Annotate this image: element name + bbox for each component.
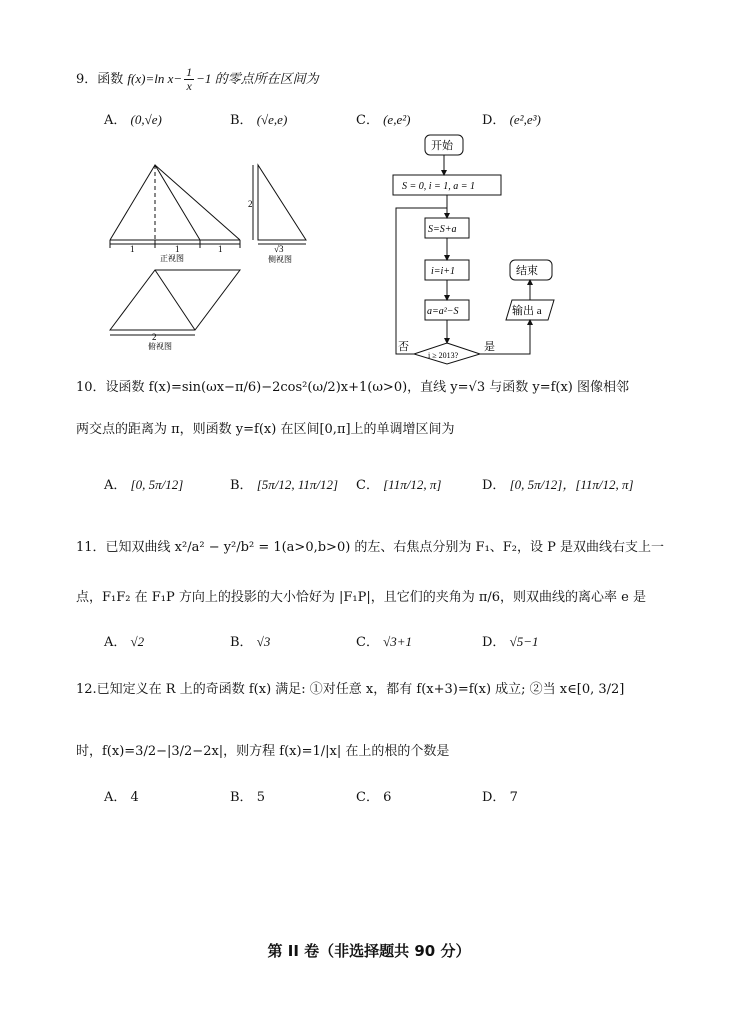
q9-option-d bbox=[482, 110, 541, 131]
option-label: D． bbox=[482, 113, 506, 128]
option-label: A． bbox=[104, 635, 127, 650]
option-label: D． bbox=[482, 635, 506, 650]
option-label: C． bbox=[356, 478, 379, 493]
step1-text: S=S+a bbox=[428, 224, 457, 235]
q10-option-d bbox=[482, 475, 634, 496]
option-value: 6 bbox=[383, 790, 392, 805]
q12-line1: 12.已知定义在 R 上的奇函数 f(x) 满足: ①对任意 x，都有 f(x+3)=f(x) 成立; ②当 x∈[0, 3/2] bbox=[76, 682, 625, 697]
option-value: 5 bbox=[256, 790, 265, 805]
q12-option-d bbox=[482, 788, 518, 808]
option-value: √5−1 bbox=[509, 634, 539, 649]
option-value: 4 bbox=[130, 790, 139, 805]
q9-frac-num: 1 bbox=[186, 65, 193, 79]
top-view bbox=[110, 270, 240, 335]
option-value: √3+1 bbox=[383, 634, 413, 649]
three-view-figure bbox=[100, 160, 250, 355]
no-label: 否 bbox=[398, 341, 409, 353]
q9-tail: −1 的零点所在区间为 bbox=[196, 71, 319, 86]
front-dim-1: 1 bbox=[130, 244, 135, 254]
start-text: 开始 bbox=[431, 140, 453, 152]
end-text: 结束 bbox=[516, 265, 538, 277]
q11-line2: 点，F₁F₂ 在 F₁P 方向上的投影的大小恰好为 |F₁P|，且它们的夹角为 π/6，则双曲线的离心率 e 是 bbox=[76, 590, 646, 605]
option-value: (e,e²) bbox=[383, 112, 411, 127]
option-value: √2 bbox=[130, 634, 145, 649]
q9-stem bbox=[76, 66, 319, 93]
front-dim-3: 1 bbox=[218, 244, 223, 254]
option-label: C． bbox=[356, 113, 379, 128]
yes-label: 是 bbox=[484, 341, 495, 353]
q9-fraction bbox=[184, 66, 194, 93]
side-view-label: 侧视图 bbox=[268, 255, 292, 264]
option-label: C． bbox=[356, 635, 379, 650]
side-view-figure bbox=[248, 160, 318, 280]
q12-option-c bbox=[356, 788, 391, 808]
section-heading: 第 II 卷（非选择题共 90 分） bbox=[267, 942, 471, 960]
q12-line2: 时，f(x)=3/2−|3/2−2x|，则方程 f(x)=1/|x| 在上的根的个数是 bbox=[76, 744, 450, 759]
step2-text: i=i+1 bbox=[431, 266, 456, 277]
front-dim-2: 1 bbox=[175, 244, 180, 254]
top-dim: 2 bbox=[152, 332, 157, 342]
q9-option-a bbox=[104, 110, 162, 131]
option-label: B． bbox=[230, 790, 253, 805]
top-view-label: 俯视图 bbox=[148, 342, 172, 351]
q10-option-b bbox=[230, 475, 338, 496]
q9-frac-den: x bbox=[186, 79, 192, 93]
front-view bbox=[110, 165, 240, 248]
option-label: B． bbox=[230, 113, 253, 128]
flowchart bbox=[388, 130, 588, 365]
q12-option-a bbox=[104, 788, 139, 808]
option-label: A． bbox=[104, 790, 127, 805]
option-label: C． bbox=[356, 790, 379, 805]
q11-option-a bbox=[104, 632, 144, 653]
option-value: [0, 5π/12] bbox=[130, 477, 184, 492]
init-text: S = 0, i = 1, a = 1 bbox=[402, 181, 476, 192]
condition-text: i ≥ 2013? bbox=[428, 351, 459, 360]
q10-line2: 两交点的距离为 π，则函数 y=f(x) 在区间[0,π]上的单调增区间为 bbox=[76, 422, 455, 437]
q10-option-c bbox=[356, 475, 441, 496]
q12-option-b bbox=[230, 788, 265, 808]
output-text: 输出 a bbox=[512, 305, 542, 317]
side-width: √3 bbox=[274, 244, 284, 254]
q9-option-b bbox=[230, 110, 287, 131]
q11-option-c bbox=[356, 632, 412, 653]
option-label: A． bbox=[104, 478, 127, 493]
option-label: A． bbox=[104, 113, 127, 128]
option-label: D． bbox=[482, 478, 506, 493]
q9-option-c bbox=[356, 110, 410, 131]
option-value: 7 bbox=[509, 790, 518, 805]
option-value: [11π/12, π] bbox=[383, 477, 442, 492]
option-label: D． bbox=[482, 790, 506, 805]
option-value: (0,√e) bbox=[130, 112, 162, 127]
q9-function: f(x)=ln x− bbox=[127, 71, 183, 86]
option-label: B． bbox=[230, 478, 253, 493]
front-view-label: 正视图 bbox=[160, 254, 184, 263]
option-value: [5π/12, 11π/12] bbox=[256, 477, 339, 492]
option-value: [0, 5π/12]，[11π/12, π] bbox=[509, 477, 634, 492]
step3-text: a=a²−S bbox=[427, 306, 459, 317]
option-label: B． bbox=[230, 635, 253, 650]
option-value: (e²,e³) bbox=[509, 112, 541, 127]
q11-option-d bbox=[482, 632, 539, 653]
side-height: 2 bbox=[248, 199, 253, 209]
option-value: √3 bbox=[256, 634, 271, 649]
q11-option-b bbox=[230, 632, 270, 653]
q9-prefix: 9．函数 bbox=[76, 72, 124, 87]
option-value: (√e,e) bbox=[256, 112, 288, 127]
q11-line1: 11．已知双曲线 x²/a² − y²/b² = 1(a>0,b>0) 的左、右焦点分别为 F₁、F₂，设 P 是双曲线右支上一 bbox=[76, 540, 665, 555]
q10-line1: 10．设函数 f(x)=sin(ωx−π/6)−2cos²(ω/2)x+1(ω>0)，直线 y=√3 与函数 y=f(x) 图像相邻 bbox=[76, 380, 630, 395]
q10-option-a bbox=[104, 475, 183, 496]
